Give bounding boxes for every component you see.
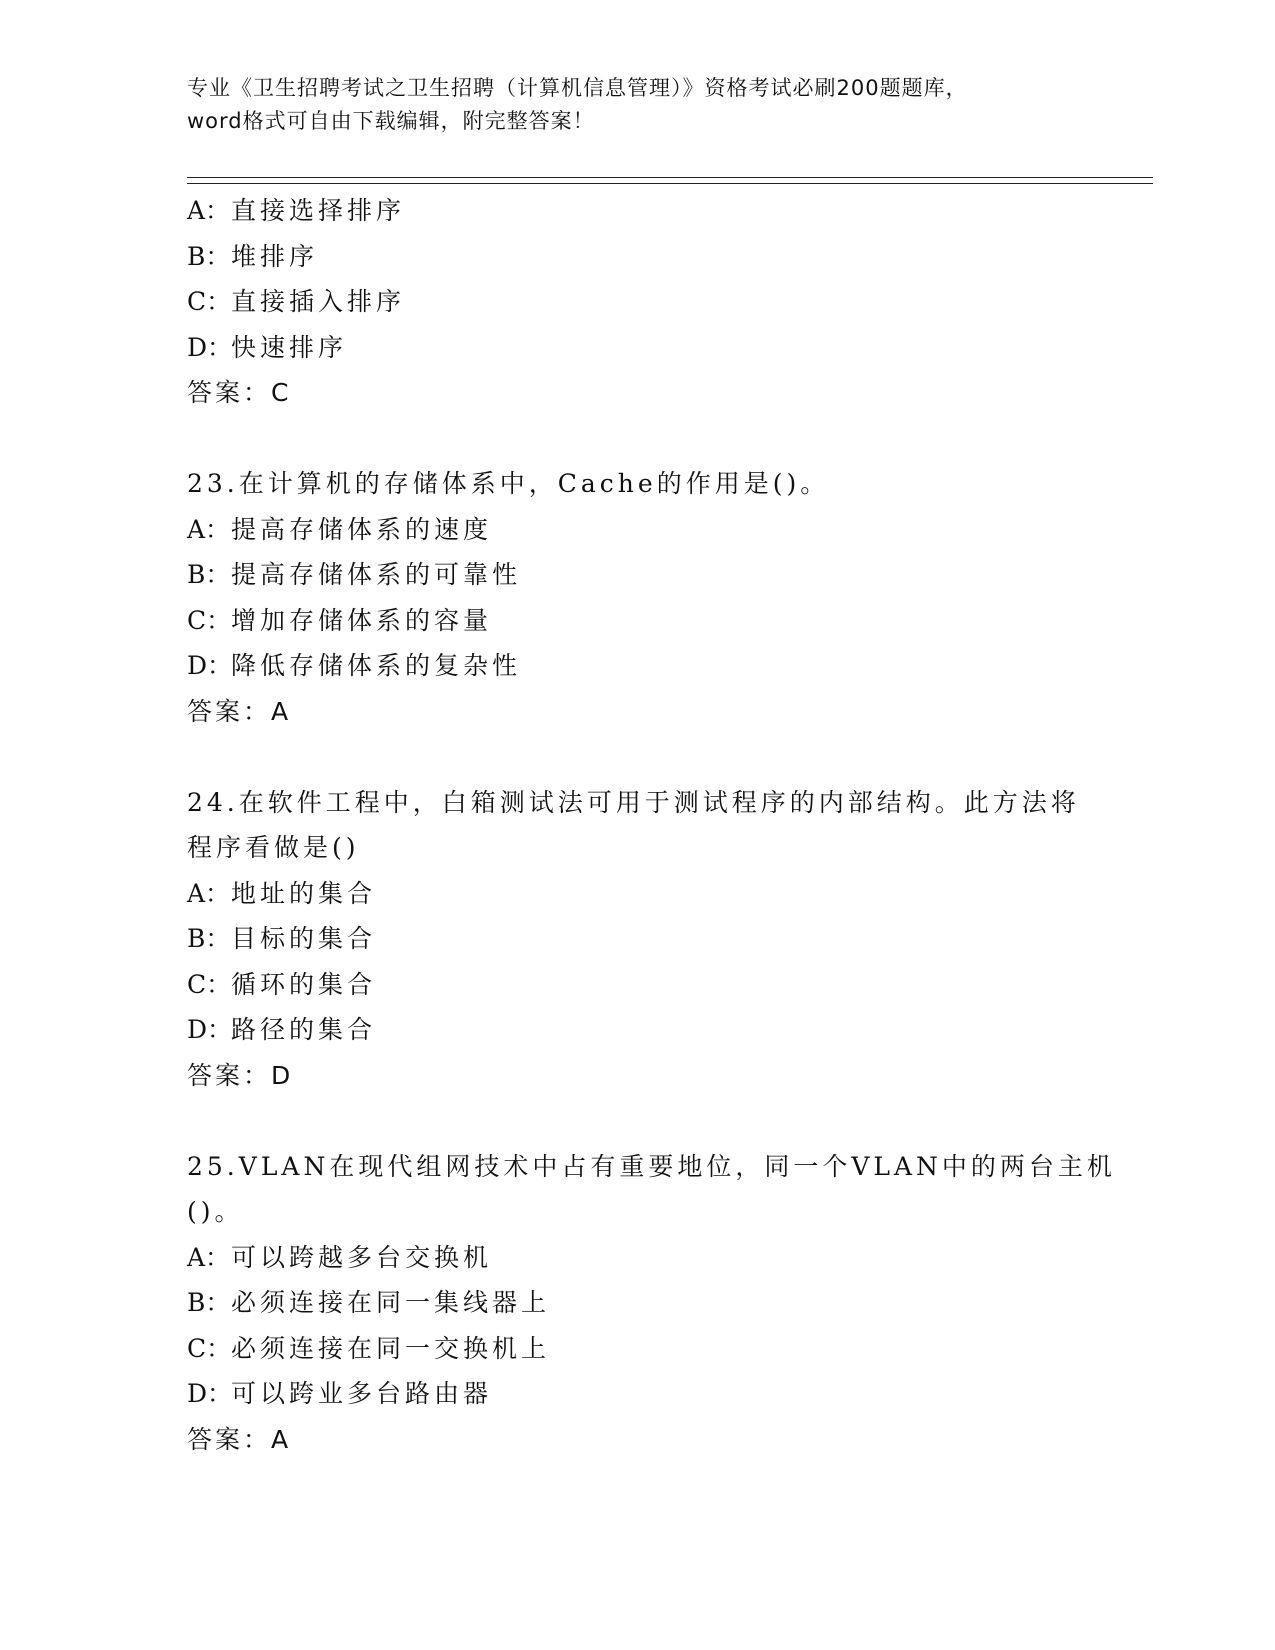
question-stem-line-2: ()。 — [187, 1197, 244, 1226]
spacer — [187, 1098, 1087, 1144]
header-line-1: 专业《卫生招聘考试之卫生招聘（计算机信息管理）》资格考试必刷200题题库， — [187, 76, 968, 100]
question-stem-line-2: 程序看做是() — [187, 833, 360, 862]
question-24 — [187, 780, 1087, 1099]
question-content — [187, 188, 1116, 1462]
option-b: B：堆排序 — [187, 241, 319, 271]
answer-25: 答案：A — [187, 1424, 292, 1454]
option-b: B：必须连接在同一集线器上 — [187, 1288, 551, 1317]
option-a: A：地址的集合 — [187, 878, 377, 908]
option-d: D：路径的集合 — [187, 1015, 377, 1044]
option-a: A：可以跨越多台交换机 — [187, 1242, 493, 1272]
header-rule-top — [187, 177, 1153, 178]
question-stem-line-1: 25.VLAN在现代组网技术中占有重要地位，同一个VLAN中的两台主机 — [187, 1151, 1116, 1181]
option-c: C：必须连接在同一交换机上 — [187, 1333, 551, 1363]
answer-23: 答案：A — [187, 696, 292, 726]
header-line-2: word格式可自由下载编辑，附完整答案！ — [187, 109, 595, 133]
option-b: B：目标的集合 — [187, 924, 377, 953]
header-rule-bottom — [187, 183, 1153, 184]
answer-22: 答案：C — [187, 378, 292, 407]
option-c: C：直接插入排序 — [187, 287, 406, 316]
spacer — [187, 734, 1087, 780]
question-stem: 23.在计算机的存储体系中，Cache的作用是()。 — [187, 469, 830, 498]
document-header — [187, 72, 1087, 138]
answer-24: 答案：D — [187, 1060, 294, 1090]
question-25 — [187, 1144, 1116, 1463]
question-stem-line-1: 24.在软件工程中，白箱测试法可用于测试程序的内部结构。此方法将 — [187, 787, 1080, 817]
option-d: D：降低存储体系的复杂性 — [187, 651, 522, 680]
option-a: A：提高存储体系的速度 — [187, 514, 493, 544]
option-c: C：循环的集合 — [187, 969, 377, 999]
option-d: D：可以跨业多台路由器 — [187, 1379, 493, 1408]
option-d: D：快速排序 — [187, 332, 348, 362]
spacer — [187, 416, 1087, 462]
question-22-options — [187, 188, 1087, 416]
option-b: B：提高存储体系的可靠性 — [187, 560, 522, 589]
option-a: A：直接选择排序 — [187, 196, 406, 225]
question-23 — [187, 461, 1087, 734]
option-c: C：增加存储体系的容量 — [187, 605, 493, 635]
